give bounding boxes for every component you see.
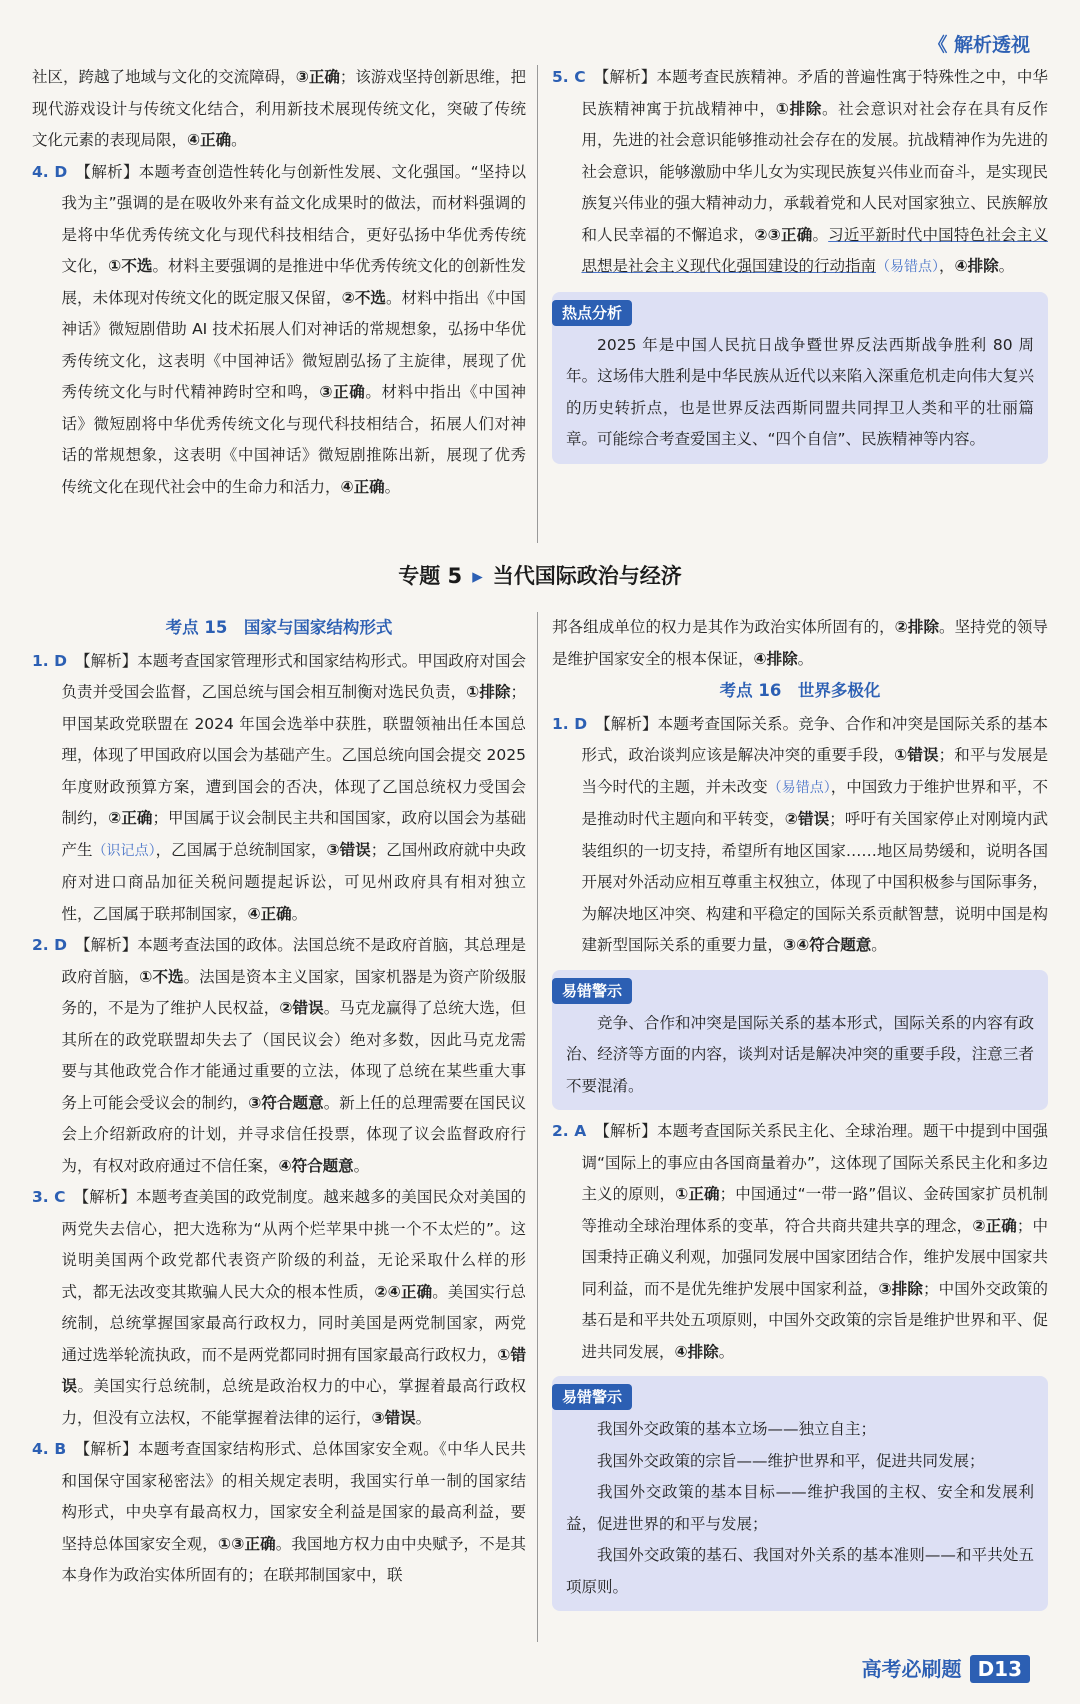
text-run: 。材料中指出《中国神话》微短剧将中华优秀传统文化与现代科技相结合，拓展人们对神话的常规想象，这表明《中国神话》微短剧推陈出新，展现了优秀传统文化在现代社会中的生命力和活力， (61, 383, 526, 496)
text-run: 【解析】本题考查国家结构形式、总体国家安全观。《中华人民共和国保守国家秘密法》的相关规定表明，我国实行单一制的国家结构形式，中央享有最高权力，国家安全利益是国家的最高利益，要坚持总体国家安全观， (61, 1440, 526, 1553)
section-name: 当代国际政治与经济 (492, 564, 682, 588)
text-run: 。美国实行总统制，总统是政治权力的中心，掌握着最高行政权力，但没有立法权，不能掌握着法律的运行， (61, 1377, 526, 1427)
verdict: ③正确 (295, 68, 340, 86)
text-run: 。 (415, 1408, 432, 1427)
text-run: ；中国外交政策的基石是和平共处五项原则，中国外交政策的宗旨是维护世界和平、促进共同发展， (581, 1279, 1048, 1361)
answer-explanation (61, 1440, 526, 1584)
answer-number: 1. D (552, 714, 588, 733)
answer-explanation (581, 715, 1048, 955)
answer-item (32, 1434, 526, 1592)
answer-number: 4. B (32, 1440, 67, 1458)
subheading: 考点 15 国家与国家结构形式 (165, 618, 393, 637)
verdict: ②错误 (784, 810, 830, 828)
answer-explanation (61, 936, 526, 1175)
top-left-column (32, 62, 526, 503)
subheading: 考点 16 世界多极化 (719, 681, 881, 700)
verdict: ①错误 (61, 1345, 526, 1395)
text-run: 。 (812, 225, 829, 244)
text-run: 。 (797, 649, 814, 668)
answer-number: 4. D (32, 162, 68, 181)
text-run: 。法国是资本主义国家，国家机器是为资产阶级服务的，不是为了维护人民权益， (61, 967, 526, 1017)
text-run: 。社会意识对社会存在具有反作用，先进的社会意识能够推动社会存在的发展。抗战精神作为先进的社会意识，能够激励中华儿女为实现民族复兴伟业而奋斗，是实现民族复兴伟业的强大精神动力，承载着党和人民对国家独立、民族解放和人民幸福的不懈追求， (581, 99, 1048, 244)
answer-explanation (581, 68, 1048, 275)
mistake-warning-box (552, 970, 1048, 1111)
bottom-right-column (552, 612, 1048, 1611)
text-run: 【解析】本题考查国家管理形式和国家结构形式。甲国政府对国会负责并受国会监督，乙国总统与国会相互制衡对选民负责， (61, 651, 526, 701)
verdict: ③符合题意 (248, 1093, 324, 1112)
continued-paragraph (552, 612, 1048, 675)
text-run: ；乙国州政府就中央政府对进口商品加征关税问题提起诉讼，可见州政府具有相对独立性，乙国属于联邦制国家， (61, 840, 526, 923)
verdict: ②不选 (341, 288, 386, 307)
answer-number: 5. C (552, 68, 586, 86)
verdict: ②排除 (894, 618, 940, 636)
verdict: ①③正确 (217, 1534, 276, 1553)
text-run: 。材料主要强调的是推进中华优秀传统文化的创新性发展，未体现对传统文化的既定服又保留， (61, 257, 526, 307)
verdict: ①不选 (139, 967, 184, 986)
box-text: 竞争、合作和冲突是国际关系的基本形式，国际关系的内容有政治、经济等方面的内容，谈判对话是解决冲突的重要手段，注意三者不要混淆。 (566, 1013, 1034, 1095)
underlined-text: 习近平新时代中国特色社会主义思想是社会主义现代化强国建设的行动指南 (581, 225, 1048, 275)
text-run: ；和平与发展是当今时代的主题，并未改变 (581, 746, 1048, 796)
verdict: ③错误 (371, 1408, 416, 1427)
text-run: 邦各组成单位的权力是其作为政治实体所固有的， (552, 618, 895, 636)
box-line: 我国外交政策的基本目标——维护我国的主权、安全和发展利益，促进世界的和平与发展； (566, 1483, 1034, 1533)
text-run: 【解析】本题考查创造性转化与创新性发展、文化强国。“坚持以我为主”强调的是在吸收外来有益文化成果时的做法，而材料强调的是将中华优秀传统文化与现代科技相结合，更好弘扬中华优秀传统文化， (61, 162, 526, 275)
text-run: ，乙国属于总统制国家， (155, 840, 327, 859)
page-footer (862, 1653, 1030, 1682)
text-run: ；甲国属于议会制民主共和国国家，政府以国会为基础产生 (61, 809, 526, 859)
verdict: ③错误 (326, 840, 371, 859)
text-run: ；中国通过“一带一路”倡议、金砖国家扩员机制等推动全球治理体系的变革，符合共商共建共享的理念， (581, 1185, 1049, 1235)
answer-item (552, 62, 1048, 284)
verdict: ①排除 (466, 683, 511, 701)
verdict: ①正确 (675, 1185, 720, 1203)
verdict: ③④符合题意 (782, 936, 872, 954)
verdict: ③排除 (878, 1279, 924, 1298)
page-number: D13 (970, 1655, 1030, 1683)
section-title (0, 560, 1080, 590)
answer-explanation (581, 1122, 1048, 1361)
text-run: 。 (291, 904, 308, 923)
continued-paragraph (32, 62, 526, 157)
verdict: ②错误 (279, 999, 324, 1017)
box-line: 我国外交政策的基本立场——独立自主； (597, 1420, 877, 1438)
text-run: ，中国致力于维护世界和平，不是推动时代主题向和平转变， (581, 777, 1048, 828)
text-run: 【解析】本题考查国际关系民主化、全球治理。题干中提到中国强调“国际上的事应由各国商量着办”，这体现了国际关系民主化和多边主义的原则， (581, 1122, 1048, 1203)
book-title: 高考必刷题 (861, 1657, 962, 1681)
verdict: ②正确 (108, 809, 153, 827)
text-run: 。 (871, 936, 887, 954)
answer-number: 3. C (32, 1188, 66, 1206)
answer-item (32, 930, 526, 1182)
answer-item (32, 157, 526, 504)
text-run: 。 (384, 477, 401, 496)
hot-analysis-box (552, 292, 1048, 464)
column-divider (537, 65, 538, 543)
answer-number: 2. D (32, 936, 67, 954)
box-tag: 易错警示 (552, 1384, 632, 1410)
text-run: 。新上任的总理需要在国民议会上介绍新政府的计划，并寻求信任投票，体现了议会监督政府行为，有权对政府通过不信任案， (61, 1093, 526, 1175)
verdict: ④正确 (340, 477, 385, 496)
text-run: ；该游戏坚持创新思维，把现代游戏设计与传统文化结合，利用新技术展现传统文化，突破了传统文化元素的表现局限， (32, 68, 526, 149)
text-run: 。材料中指出《中国神话》微短剧借助 AI 技术拓展人们对神话的常规想象，弘扬中华优秀传统文化，这表明《中国神话》微短剧弘扬了主旋律，展现了优秀传统文化与时代精神跨时空和鸣， (61, 288, 526, 401)
text-run: 【解析】本题考查民族精神。矛盾的普遍性寓于特殊性之中，中华民族精神寓于抗战精神中， (581, 68, 1048, 118)
verdict: ④排除 (954, 257, 999, 275)
text-run: 。坚持党的领导是维护国家安全的根本保证， (552, 618, 1048, 668)
top-right-column (552, 62, 1048, 464)
answer-explanation (61, 1188, 526, 1427)
verdict: ③正确 (319, 383, 366, 401)
annotation: （易错点） (875, 259, 939, 275)
annotation: （易错点） (767, 779, 831, 796)
answer-number: 1. D (32, 651, 67, 670)
answer-item (32, 646, 526, 931)
text-run: ；中国秉持正确义利观，加强同发展中国家团结合作，维护发展中国家共同利益，而不是优先维护发展中国家利益， (581, 1216, 1048, 1298)
text-run: 。 (718, 1342, 735, 1361)
text-run: 。美国实行总统制，总统掌握国家最高行政权力，同时美国是两党制国家，两党通过选举轮流执政，而不是两党都同时拥有国家最高行政权力， (61, 1282, 526, 1364)
text-run: ；甲国某政党联盟在 2024 年国会选举中获胜，联盟领袖出任本国总理，体现了甲国政府以国会为基础产生。乙国总统向国会提交 2025 年度财政预算方案，遭到国会的否决，体现了乙国总统权力受国会制约， (61, 683, 526, 827)
box-tag: 热点分析 (552, 300, 632, 326)
mistake-warning-box (552, 1376, 1048, 1611)
verdict: ②④正确 (374, 1282, 433, 1301)
verdict: ④排除 (674, 1342, 719, 1361)
text-run: 。我国地方权力由中央赋予，不是其本身作为政治实体所固有的；在联邦制国家中，联 (61, 1534, 526, 1584)
text-run: 【解析】本题考查法国的政体。法国总统不是政府首脑，其总理是政府首脑， (61, 936, 526, 986)
text-run: 。 (353, 1156, 370, 1175)
box-line: 我国外交政策的基石、我国对外关系的基本准则——和平共处五项原则。 (566, 1546, 1034, 1596)
answer-item (32, 1182, 526, 1434)
answer-explanation (61, 163, 526, 496)
box-line: 我国外交政策的宗旨——维护世界和平，促进共同发展； (597, 1451, 985, 1470)
verdict: ④符合题意 (278, 1156, 354, 1175)
bottom-left-column (32, 612, 526, 1592)
text-run: 。 (231, 131, 247, 149)
verdict: ②③正确 (754, 225, 813, 244)
annotation: （识记点） (92, 842, 156, 859)
text-run: ， (938, 257, 955, 275)
header-label: 《 解析透视 (928, 34, 1030, 56)
verdict: ①排除 (775, 99, 822, 118)
answer-explanation (61, 652, 526, 923)
section-number: 专题 5 (398, 564, 463, 588)
box-text: 2025 年是中国人民抗日战争暨世界反法西斯战争胜利 80 周年。这场伟大胜利是中华民族从近代以来陷入深重危机走向伟大复兴的历史转折点，也是世界反法西斯同盟共同捍卫人类和平的壮丽篇章。可能综合考查爱国主义、“四个自信”、民族精神等内容。 (566, 335, 1034, 448)
verdict: ①错误 (894, 746, 939, 764)
answer-item (552, 709, 1048, 962)
section-header (928, 30, 1030, 57)
text-run: 社区，跨越了地域与文化的交流障碍， (32, 68, 296, 86)
verdict: ④正确 (247, 904, 292, 923)
arrow-icon: ▸ (472, 564, 483, 588)
text-run: 【解析】本题考查国际关系。竞争、合作和冲突是国际关系的基本形式，政治谈判应该是解决冲突的重要手段， (581, 714, 1048, 764)
verdict: ④正确 (187, 131, 232, 149)
verdict: ②正确 (972, 1216, 1017, 1235)
text-run: 。马克龙赢得了总统大选，但其所在的政党联盟却失去了（国民议会）绝对多数，因此马克龙需要与其他政党合作才能通过重要的立法，体现了总统在某些重大事务上可能会受议会的制约， (61, 999, 526, 1112)
box-tag: 易错警示 (552, 978, 632, 1004)
verdict: ④排除 (753, 649, 798, 668)
text-run: ；呼吁有关国家停止对刚境内武装组织的一切支持，希望所有地区国家……地区局势缓和，说明各国开展对外活动应相互尊重主权独立，体现了中国积极参与国际事务，为解决地区冲突、构建和平稳定的国际关系贡献智慧，说明中国是构建新型国际关系的重要力量， (581, 810, 1048, 954)
column-divider (537, 612, 538, 1642)
verdict: ①不选 (108, 257, 153, 275)
text-run: 。 (998, 257, 1015, 275)
answer-number: 2. A (552, 1122, 587, 1140)
answer-item (552, 1116, 1048, 1368)
text-run: 【解析】本题考查美国的政党制度。越来越多的美国民众对美国的两党失去信心，把大选称为“从两个烂苹果中挑一个不太烂的”。这说明美国两个政党都代表资产阶级的利益，无论采取什么样的形式，都无法改变其欺骗人民大众的根本性质， (61, 1188, 526, 1301)
